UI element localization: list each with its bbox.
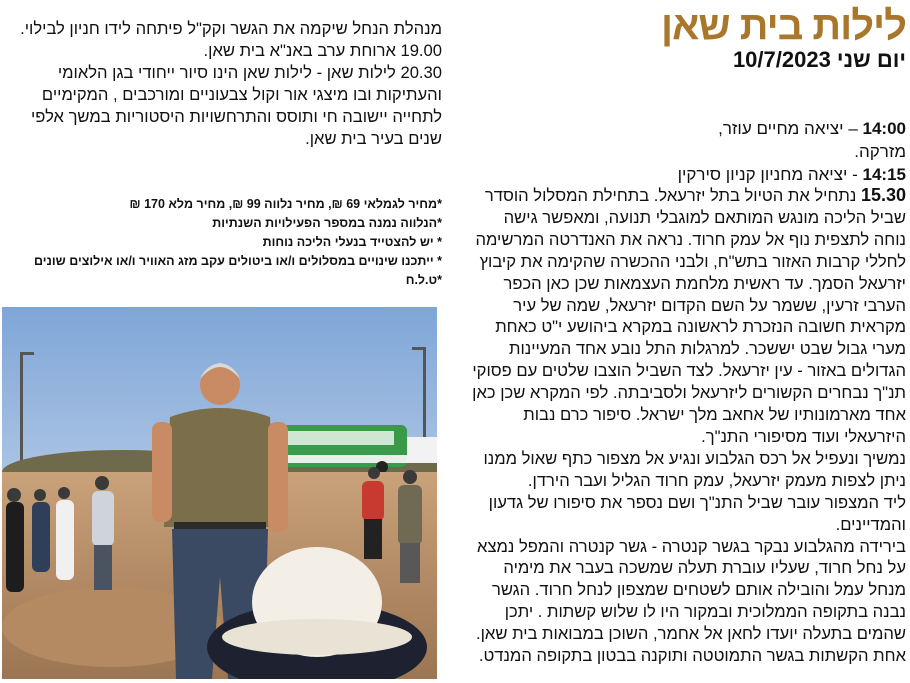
schedule-text: – יציאה מחיים עוזר, מזרקה. [718,119,906,161]
evening-paragraph: 20.30 לילות שאן - לילות שאן הינו סיור ייחודי בגן הלאומי והעתיקות ובו מיצגי אור וקול צבעוניים ומורכבים , המקימיים לתחייה יישובה חי ותוסס והתרחשויות היסטוריות במשך אלפי שנים בעיר בית שאן. [30,62,442,148]
schedule-line [666,163,906,186]
price-notes [2,195,442,290]
group-photo-icon [2,307,437,679]
page-title: לילות בית שאן [661,4,906,48]
schedule-text: - יציאה מחניון קניון סירקין [677,165,863,184]
note-line: *ט.ל.ח [405,273,442,287]
intro-time: 15.30 [860,185,906,205]
schedule-time: 14:15 [862,165,906,184]
note-line: *מחיר לגמלאי 69 ₪, מחיר נלווה 99 ₪, מחיר מלא 170 ₪ [129,197,442,211]
article-paragraph: 15.30 נתחיל את הטיול בתל יזרעאל. בתחילת המסלול הוסדר שביל הליכה מונגש המותאם למוגבלי תנועה, ומאפשר גישה נוחה לתצפית נוף אל עמק חרוד. נראה את האנדרטה המרשימה לחללי קרבות האזור בתש"ח, ולבני ההכשרה שהקימה את קיבוץ יזרעאל הסמך. עד ראשית מלחמת העצמאות שכן כאן הכפר הערבי זרעין, ששמר על השם הקדום יזרעאל, שמה של עיר מקראית חשובה הנזכרת לראשונה במקרא ביהושע י"ט כאחת מערי גבול שבט יששכר. למרגלות התל נובע אחד המעיינות הגדולים באזור - עין יזרעאל. לצד השביל הוצבו שלטים עם פסוקי תנ"ך נבחרים הקשורים ליזרעאל ולסביבתה. לפי המקרא שכן כאן אחד מארמונותיו של אחאב מלך ישראל. סיפור כרם נבות היזרעאלי ועוד מסיפורי התנ"ך. [472,185,906,446]
article-paragraph: בירידה מהגלבוע נבקר בגשר קנטרה - גשר קנטרה והמפל נמצא על נחל חרוד, שעליו עוברת תעלה שמשכה בעבר את מימיה מנחל עמל והובילה אותם לשטחים שמצפון לנחל חרוד. הגשר נבנה בתקופה הממלוכית ובמקור היו לו שלוש קשתות . יתכן שהמים בתעלה יועדו לחאן אל אחמר, השוכן במבואות בית שאן. אחת הקשתות בגשר התמוטטה ותוקנה בבטון בתקופה המנדט. [476,536,906,666]
group-photo [2,307,437,679]
schedule-line [666,117,906,163]
right-column [470,0,906,683]
article-body [470,185,906,667]
note-line: * יש להצטייד בנעלי הליכה נוחות [262,235,442,249]
note-line: * ייתכנו שינויים במסלולים ו/או ביטולים עקב מזג האוויר ו/או אילוצים שונים [33,254,442,268]
departure-schedule [666,117,906,186]
evening-paragraph: מנהלת הנחל שיקמה את הגשר וקק"ל פיתחה לידו חניון לבילוי. [20,19,442,38]
note-line: *הנלווה נמנה במספר הפעילויות השנתיות [212,216,442,230]
evening-paragraph: 19.00 ארוחת ערב באנ"א בית שאן. [203,40,442,60]
trip-date: יום שני 10/7/2023 [732,47,906,72]
schedule-time: 14:00 [862,119,906,138]
evening-program [2,18,442,149]
article-paragraph: ליד המצפור עובר שביל התנ"ך ושם נספר את סיפורו של גדעון והמדיינים. [488,492,906,534]
article-paragraph: נמשיך ונעפיל אל רכס הגלבוע ונגיע אל מצפור כתף שאול ממנו ניתן לצפות מעמק יזרעאל, עמק חרוד הגליל ועבר הירדן. [483,448,906,490]
